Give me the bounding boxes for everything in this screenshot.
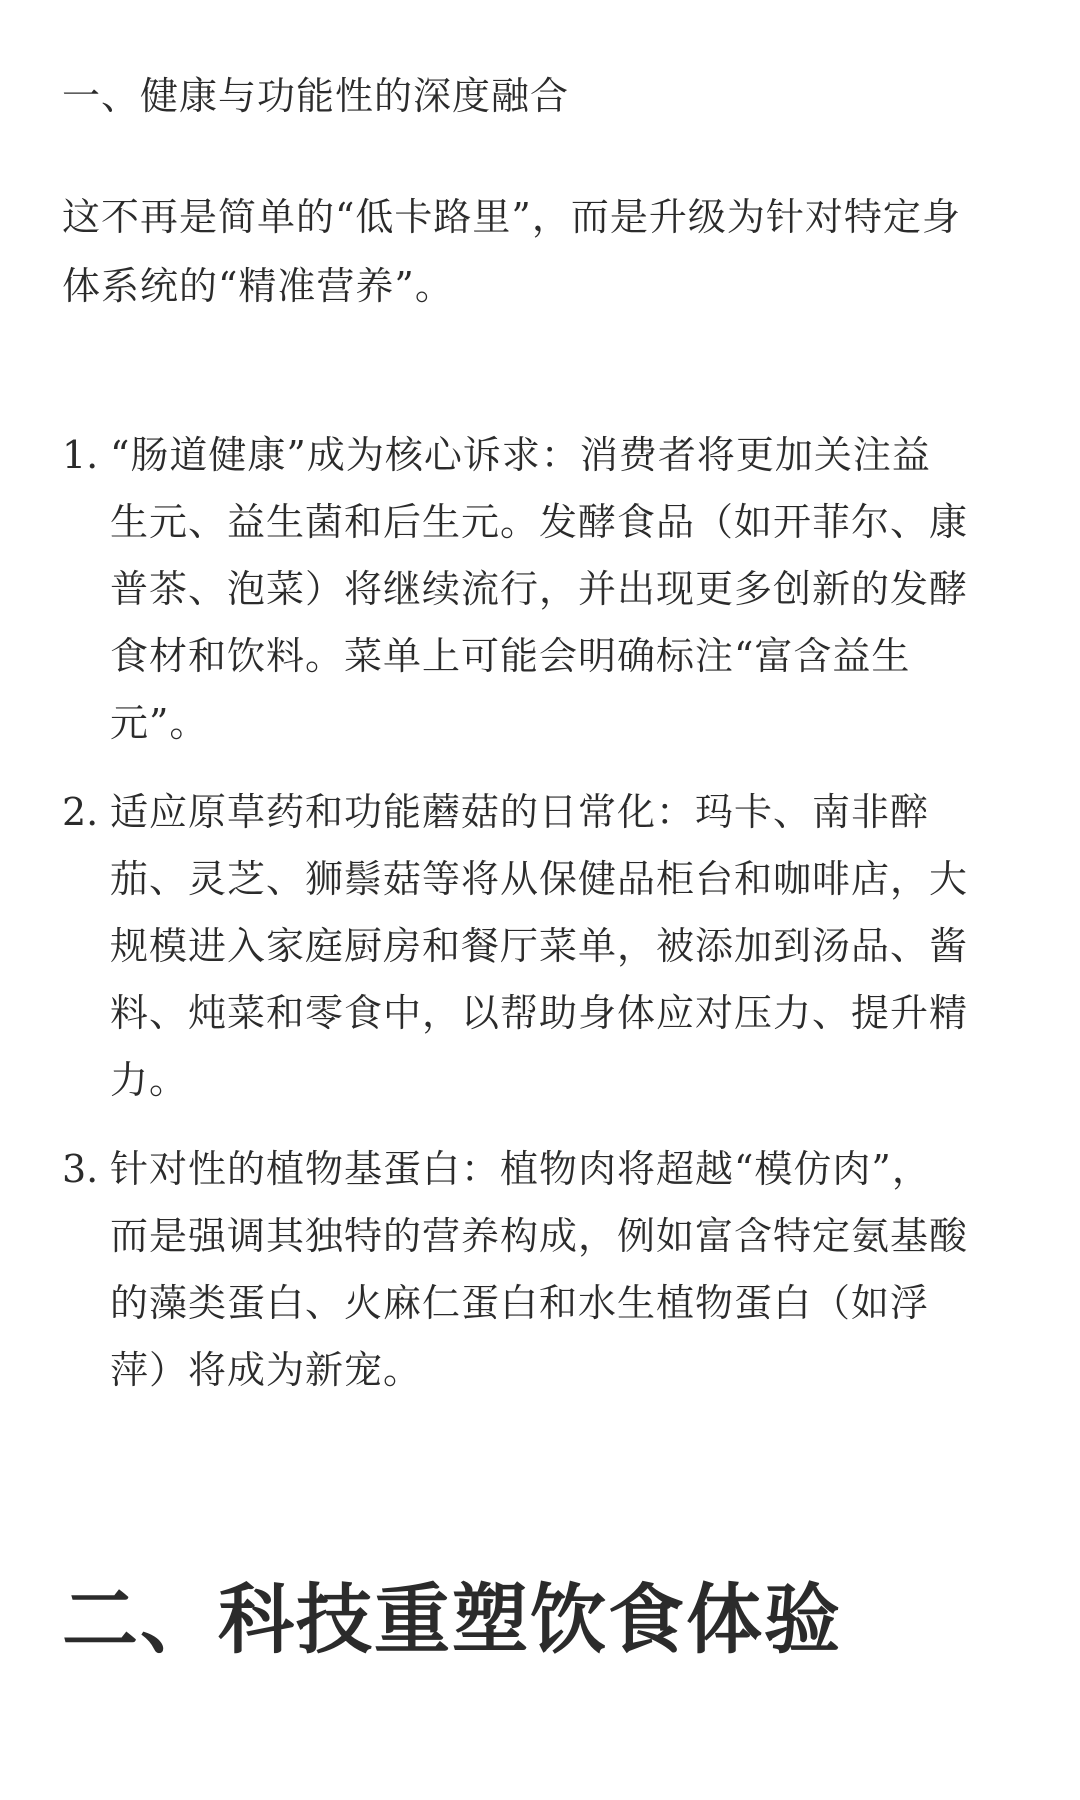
list-line: 料、炖菜和零食中，以帮助身体应对压力、提升精 xyxy=(110,991,969,1035)
section-heading-health: 一、健康与功能性的深度融合 xyxy=(62,74,570,118)
list-number: 3. xyxy=(62,1147,99,1191)
list-line: 萍）将成为新宠。 xyxy=(110,1348,423,1392)
numbered-list xyxy=(62,422,1022,1426)
list-item-text xyxy=(110,422,1022,757)
list-line: 元”。 xyxy=(110,701,209,745)
list-line: “肠道健康”成为核心诉求：消费者将更加关注益 xyxy=(110,433,931,477)
list-item-text xyxy=(110,779,1022,1114)
section-heading-tech: 二、科技重塑饮食体验 xyxy=(62,1575,842,1664)
list-item-gut-health xyxy=(62,422,1022,757)
list-line: 的藻类蛋白、火麻仁蛋白和水生植物蛋白（如浮 xyxy=(110,1281,930,1325)
list-line: 力。 xyxy=(110,1058,189,1102)
intro-line: 体系统的“精准营养”。 xyxy=(62,264,454,308)
list-number: 1. xyxy=(62,433,99,477)
list-number: 2. xyxy=(62,790,99,834)
list-line: 规模进入家庭厨房和餐厅菜单，被添加到汤品、酱 xyxy=(110,924,969,968)
list-line: 针对性的植物基蛋白：植物肉将超越“模仿肉”， xyxy=(110,1147,931,1191)
intro-paragraph xyxy=(62,183,1022,321)
list-line: 而是强调其独特的营养构成，例如富含特定氨基酸 xyxy=(110,1214,969,1258)
list-item-adaptogens xyxy=(62,779,1022,1114)
list-line: 食材和饮料。菜单上可能会明确标注“富含益生 xyxy=(110,634,911,678)
list-line: 适应原草药和功能蘑菇的日常化：玛卡、南非醉 xyxy=(110,790,930,834)
list-line: 普茶、泡菜）将继续流行，并出现更多创新的发酵 xyxy=(110,567,969,611)
list-line: 生元、益生菌和后生元。发酵食品（如开菲尔、康 xyxy=(110,500,969,544)
list-item-plant-protein xyxy=(62,1136,1022,1404)
list-line: 茄、灵芝、狮鬃菇等将从保健品柜台和咖啡店，大 xyxy=(110,857,969,901)
intro-line: 这不再是简单的“低卡路里”，而是升级为针对特定身 xyxy=(62,195,961,239)
list-item-text xyxy=(110,1136,1022,1404)
